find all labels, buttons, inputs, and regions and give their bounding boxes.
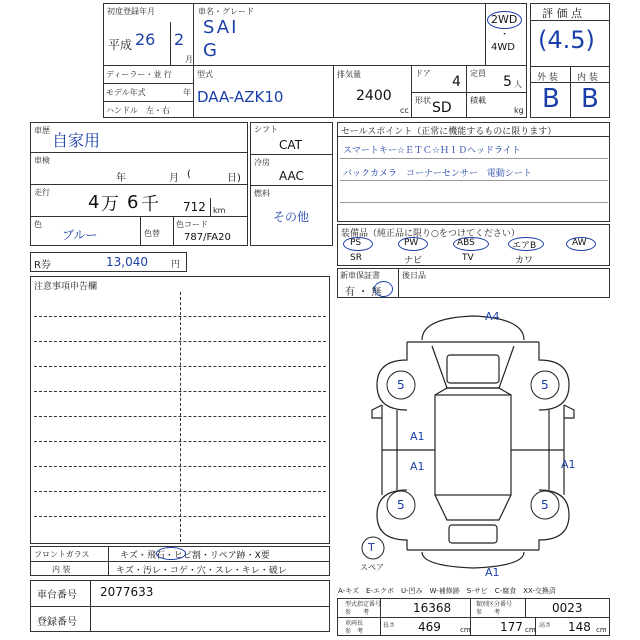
handle-label: ハンドル 左・右: [106, 106, 170, 115]
interior-grade: B: [581, 84, 599, 114]
shift: CAT: [279, 138, 302, 152]
length-value: 469: [418, 620, 441, 634]
kg-unit: kg: [514, 106, 524, 115]
recycle-unit: 円: [171, 260, 181, 270]
drive-2wd: 2WD: [491, 13, 518, 26]
length-unit: cm: [460, 626, 471, 634]
insp-open-paren: (: [187, 169, 191, 180]
car-name-label: 車名・グレード: [198, 7, 254, 16]
exterior-label: 外 装: [537, 73, 558, 83]
km-unit: km: [213, 206, 226, 215]
spec-value: 16368: [413, 601, 452, 615]
sales-points-label: セールスポイント（正常に機能するものに限ります）: [341, 127, 557, 137]
use: 自家用: [52, 131, 101, 150]
chassis-value: 2077633: [100, 585, 154, 599]
mileage-label: 走行: [34, 188, 50, 197]
mark-rear: A1: [485, 566, 500, 579]
equip-leather: カワ: [515, 256, 534, 266]
fuel: その他: [273, 210, 310, 224]
model-year-unit: 年: [183, 88, 191, 97]
recycle-label: R券: [34, 260, 51, 271]
height-unit: cm: [596, 626, 607, 634]
dealer-label: ディーラー・並 行: [106, 70, 172, 79]
ac-label: 冷房: [254, 158, 270, 167]
notes-label: 注意事項申告欄: [34, 282, 98, 292]
use-label: 車歴: [34, 126, 50, 135]
height-value: 148: [568, 620, 591, 634]
grade: G: [203, 40, 217, 61]
fuel-label: 燃料: [254, 189, 270, 198]
mark-right-front-tire: 5: [541, 378, 549, 392]
cc-unit: cc: [400, 106, 409, 115]
height-label: 高さ: [539, 622, 552, 629]
capacity-label: 定員: [470, 69, 486, 78]
interior-options: キズ・汚レ・コゲ・穴・スレ・キレ・破レ: [116, 566, 287, 576]
mark-spare-tire: T: [368, 541, 375, 554]
shift-label: シフト: [254, 125, 278, 134]
windshield-circle: [156, 547, 186, 560]
windshield-options: キズ・飛石・ヒビ割・リペア跡・X要: [120, 551, 270, 561]
spare-label: スペア: [360, 563, 384, 572]
color-code-label: 色コード: [176, 220, 208, 229]
equipment-label: 装備品（純正品に限り○をつけてください）: [341, 229, 520, 239]
equip-navi: ナビ: [404, 256, 423, 266]
interior-label: 内 装: [577, 73, 598, 83]
reg-month: 2: [174, 30, 185, 49]
recycle-value: 13,040: [106, 255, 148, 269]
mark-left-front-tire: 5: [397, 378, 405, 392]
drive-dot: ・: [500, 30, 510, 40]
equip-pw: PW: [404, 238, 419, 248]
doors: 4: [452, 74, 461, 90]
spec-label-top: 型式指定番号: [345, 601, 382, 608]
equip-aw: AW: [572, 238, 587, 248]
equip-ps: PS: [350, 238, 362, 248]
length-label-bot: 参 考: [345, 628, 364, 635]
warranty-label: 新車保証書: [340, 271, 380, 280]
color-swap-label: 色替: [144, 229, 160, 238]
width-value: 177: [500, 620, 523, 634]
mileage-sen: 6: [127, 192, 139, 213]
chassis-label: 車台番号: [37, 590, 77, 601]
reg-year: 26: [135, 30, 156, 49]
warranty-circle: [374, 281, 393, 297]
rating-label: 評 価 点: [542, 7, 582, 20]
drive-4wd: 4WD: [491, 42, 515, 53]
spec-label-bot: 参 考: [345, 609, 370, 616]
car-diagram: [337, 300, 610, 582]
class-value: 0023: [552, 601, 583, 615]
shape: SD: [432, 100, 452, 116]
ac: AAC: [279, 169, 304, 183]
insp-month-unit: 月: [169, 173, 179, 184]
damage-legend: A-キズ E-エクボ U-凹み W-補修跡 S-サビ C-腐食 XX-交換済: [338, 587, 556, 595]
color: ブルー: [62, 228, 98, 242]
man-unit: 万: [101, 194, 119, 215]
reg-number-label: 登録番号: [37, 617, 77, 628]
equip-abs: ABS: [457, 238, 475, 248]
sales-point-line1: スマートキー☆ＥＴＣ☆ＨＩＤヘッドライト: [343, 146, 521, 156]
door-label: ドア: [415, 69, 431, 78]
capacity: 5: [503, 74, 512, 90]
load-label: 積載: [470, 96, 486, 105]
month-unit: 月: [185, 55, 193, 64]
first-reg-label: 初度登録年月: [107, 7, 155, 16]
mark-left-side-2: A1: [410, 460, 425, 473]
insp-year-unit: 年: [116, 173, 126, 184]
model-code: DAA-AZK10: [197, 88, 284, 106]
displacement-label: 排気量: [337, 70, 361, 79]
mark-left-rear-tire: 5: [397, 498, 405, 512]
sales-point-line2: バックカメラ コーナーセンサー 電動シート: [343, 169, 532, 179]
capacity-unit: 人: [514, 80, 522, 89]
car-name: SAI: [203, 17, 239, 38]
aftermarket-label: 後日品: [402, 271, 426, 280]
mark-front: A4: [485, 310, 500, 323]
mark-right-rear-tire: 5: [541, 498, 549, 512]
equip-sr: SR: [350, 253, 362, 263]
era: 平成: [108, 38, 133, 52]
color-label: 色: [34, 220, 42, 229]
exterior-grade: B: [542, 84, 560, 114]
interior-cond-label: 内 装: [52, 565, 71, 574]
color-code: 787/FA20: [184, 232, 231, 243]
mark-left-side-1: A1: [410, 430, 425, 443]
type-label: 型式: [197, 70, 213, 79]
windshield-label: フロントガラス: [34, 550, 90, 559]
class-label-top: 類別区分番号: [476, 601, 513, 608]
rating-score: (4.5): [538, 26, 595, 54]
inspection-label: 車検: [34, 156, 50, 165]
model-year-label: モデル年式: [106, 88, 146, 97]
mileage-man: 4: [88, 192, 100, 213]
equip-tv: TV: [462, 253, 474, 263]
shape-label: 形状: [415, 96, 431, 105]
class-label-bot: 参 考: [476, 609, 501, 616]
insp-day-unit: 日): [227, 173, 241, 184]
sen-unit: 千: [141, 194, 159, 215]
mileage-rest: 712: [183, 200, 206, 214]
mark-right-side: A1: [561, 458, 576, 471]
width-unit: cm: [525, 626, 536, 634]
displacement: 2400: [356, 88, 392, 104]
width-label: 長さ: [383, 622, 396, 629]
length-label-top: 車両長: [345, 620, 364, 627]
equip-airbag: エアB: [512, 241, 537, 251]
warranty-value: 有 ・ 無: [345, 287, 382, 298]
